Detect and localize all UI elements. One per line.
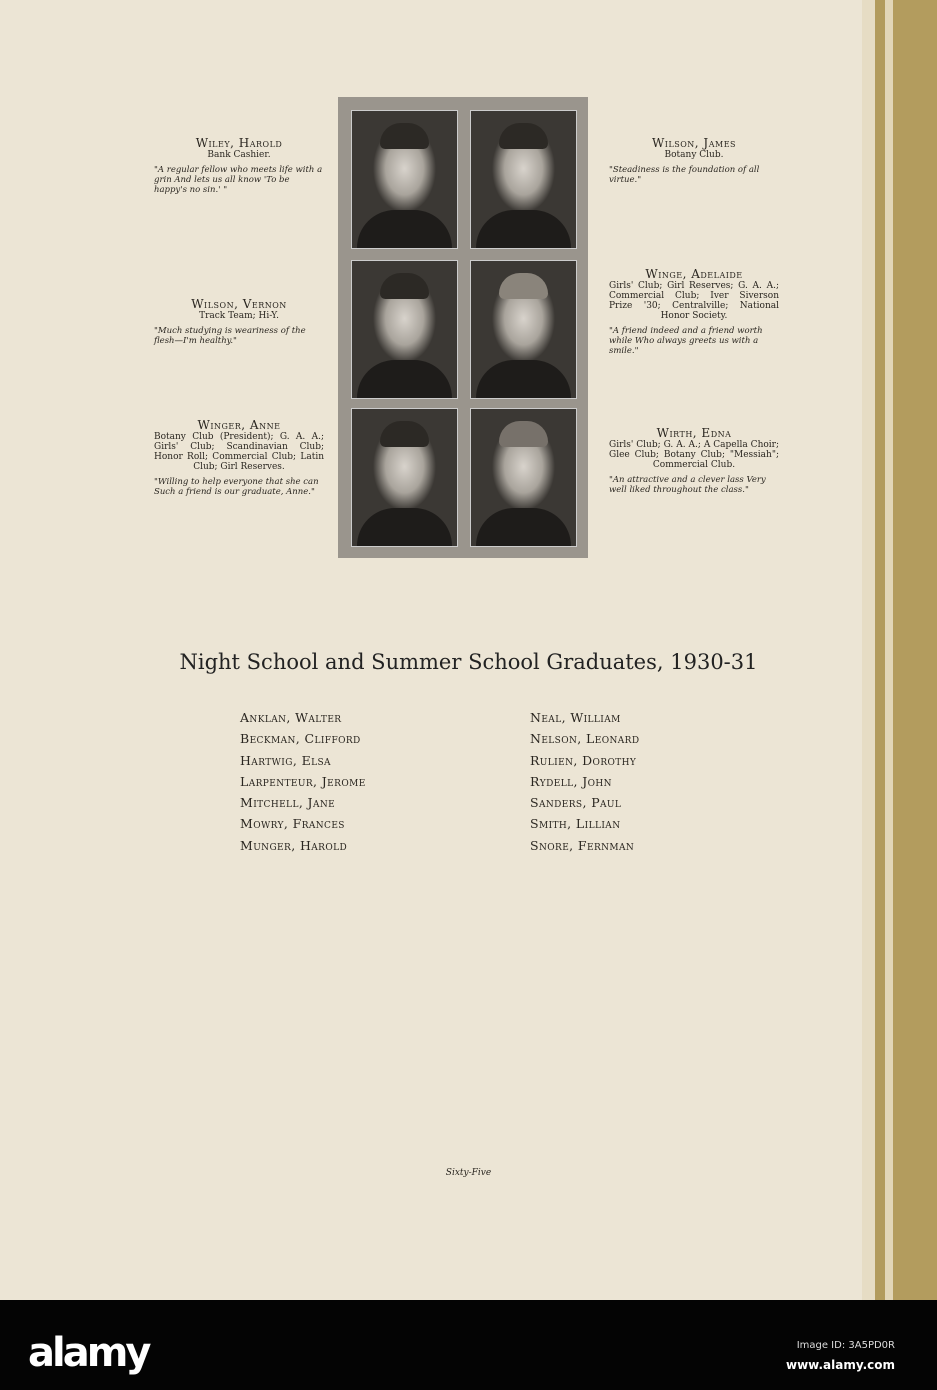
watermark-footer xyxy=(0,1300,937,1390)
graduate-name: Munger, Harold xyxy=(240,837,348,853)
alamy-logo: alamy xyxy=(28,1330,149,1376)
entry-wirth-edna: Wirth, Edna Girls' Club; G. A. A.; A Capella Choir; Glee Club; Botany Club; "Messiah"; Commercial Club. "An attractive and a clever lass Very well liked throughout the class." xyxy=(609,426,779,495)
graduate-name: Mowry, Frances xyxy=(240,816,345,832)
portrait-photo xyxy=(351,260,458,399)
portrait-photo xyxy=(351,110,458,249)
entry-wilson-vernon: Wilson, Vernon Track Team; Hi-Y. "Much studying is weariness of the flesh—I'm healthy." xyxy=(154,297,306,346)
graduates-right-column xyxy=(530,707,639,856)
portrait-photo xyxy=(351,408,458,547)
graduate-name: Mitchell, Jane xyxy=(240,795,336,811)
entry-winge-adelaide: Winge, Adelaide Girls' Club; Girl Reserves; G. A. A.; Commercial Club; Iver Siverson Prize '30; Centralville; National Honor Society. "A friend indeed and a friend worth while Who always greets us with a smile." xyxy=(609,267,779,356)
graduate-name: Larpenteur, Jerome xyxy=(240,773,366,789)
entry-wilson-james: Wilson, James Botany Club. "Steadiness is the foundation of all virtue." xyxy=(609,136,760,185)
graduate-name: Smith, Lillian xyxy=(530,816,621,832)
graduate-name: Snore, Fernman xyxy=(530,837,635,853)
graduate-name: Anklan, Walter xyxy=(240,710,342,725)
graduate-name: Neal, William xyxy=(530,710,621,725)
graduate-name: Beckman, Clifford xyxy=(240,731,361,747)
image-id: Image ID: 3A5PD0R xyxy=(796,1340,895,1351)
photo-grid xyxy=(338,97,588,558)
page-number: Sixty-Five xyxy=(445,1168,492,1178)
graduate-name: Hartwig, Elsa xyxy=(240,752,331,768)
site-url: www.alamy.com xyxy=(785,1358,895,1372)
entry-winger-anne: Winger, Anne Botany Club (President); G. A. A.; Girls' Club; Scandinavian Club; Honor Roll; Commercial Club; Latin Club; Girl Reserves. "Willing to help everyone that she can Such a friend is our graduate, Anne." xyxy=(154,418,324,497)
entry-wiley-harold: Wiley, Harold Bank Cashier. "A regular fellow who meets life with a grin And lets us all know 'To be happy's no sin.' " xyxy=(154,136,323,195)
portrait-photo xyxy=(470,110,577,249)
portrait-photo xyxy=(470,260,577,399)
graduate-name: Nelson, Leonard xyxy=(530,731,640,747)
graduate-name: Sanders, Paul xyxy=(530,795,622,811)
section-title: Night School and Summer School Graduates, 1930-31 xyxy=(179,650,758,674)
graduates-left-column xyxy=(240,707,366,856)
graduate-name: Rydell, John xyxy=(530,773,612,789)
portrait-photo xyxy=(470,408,577,547)
graduate-name: Rulien, Dorothy xyxy=(530,752,637,768)
